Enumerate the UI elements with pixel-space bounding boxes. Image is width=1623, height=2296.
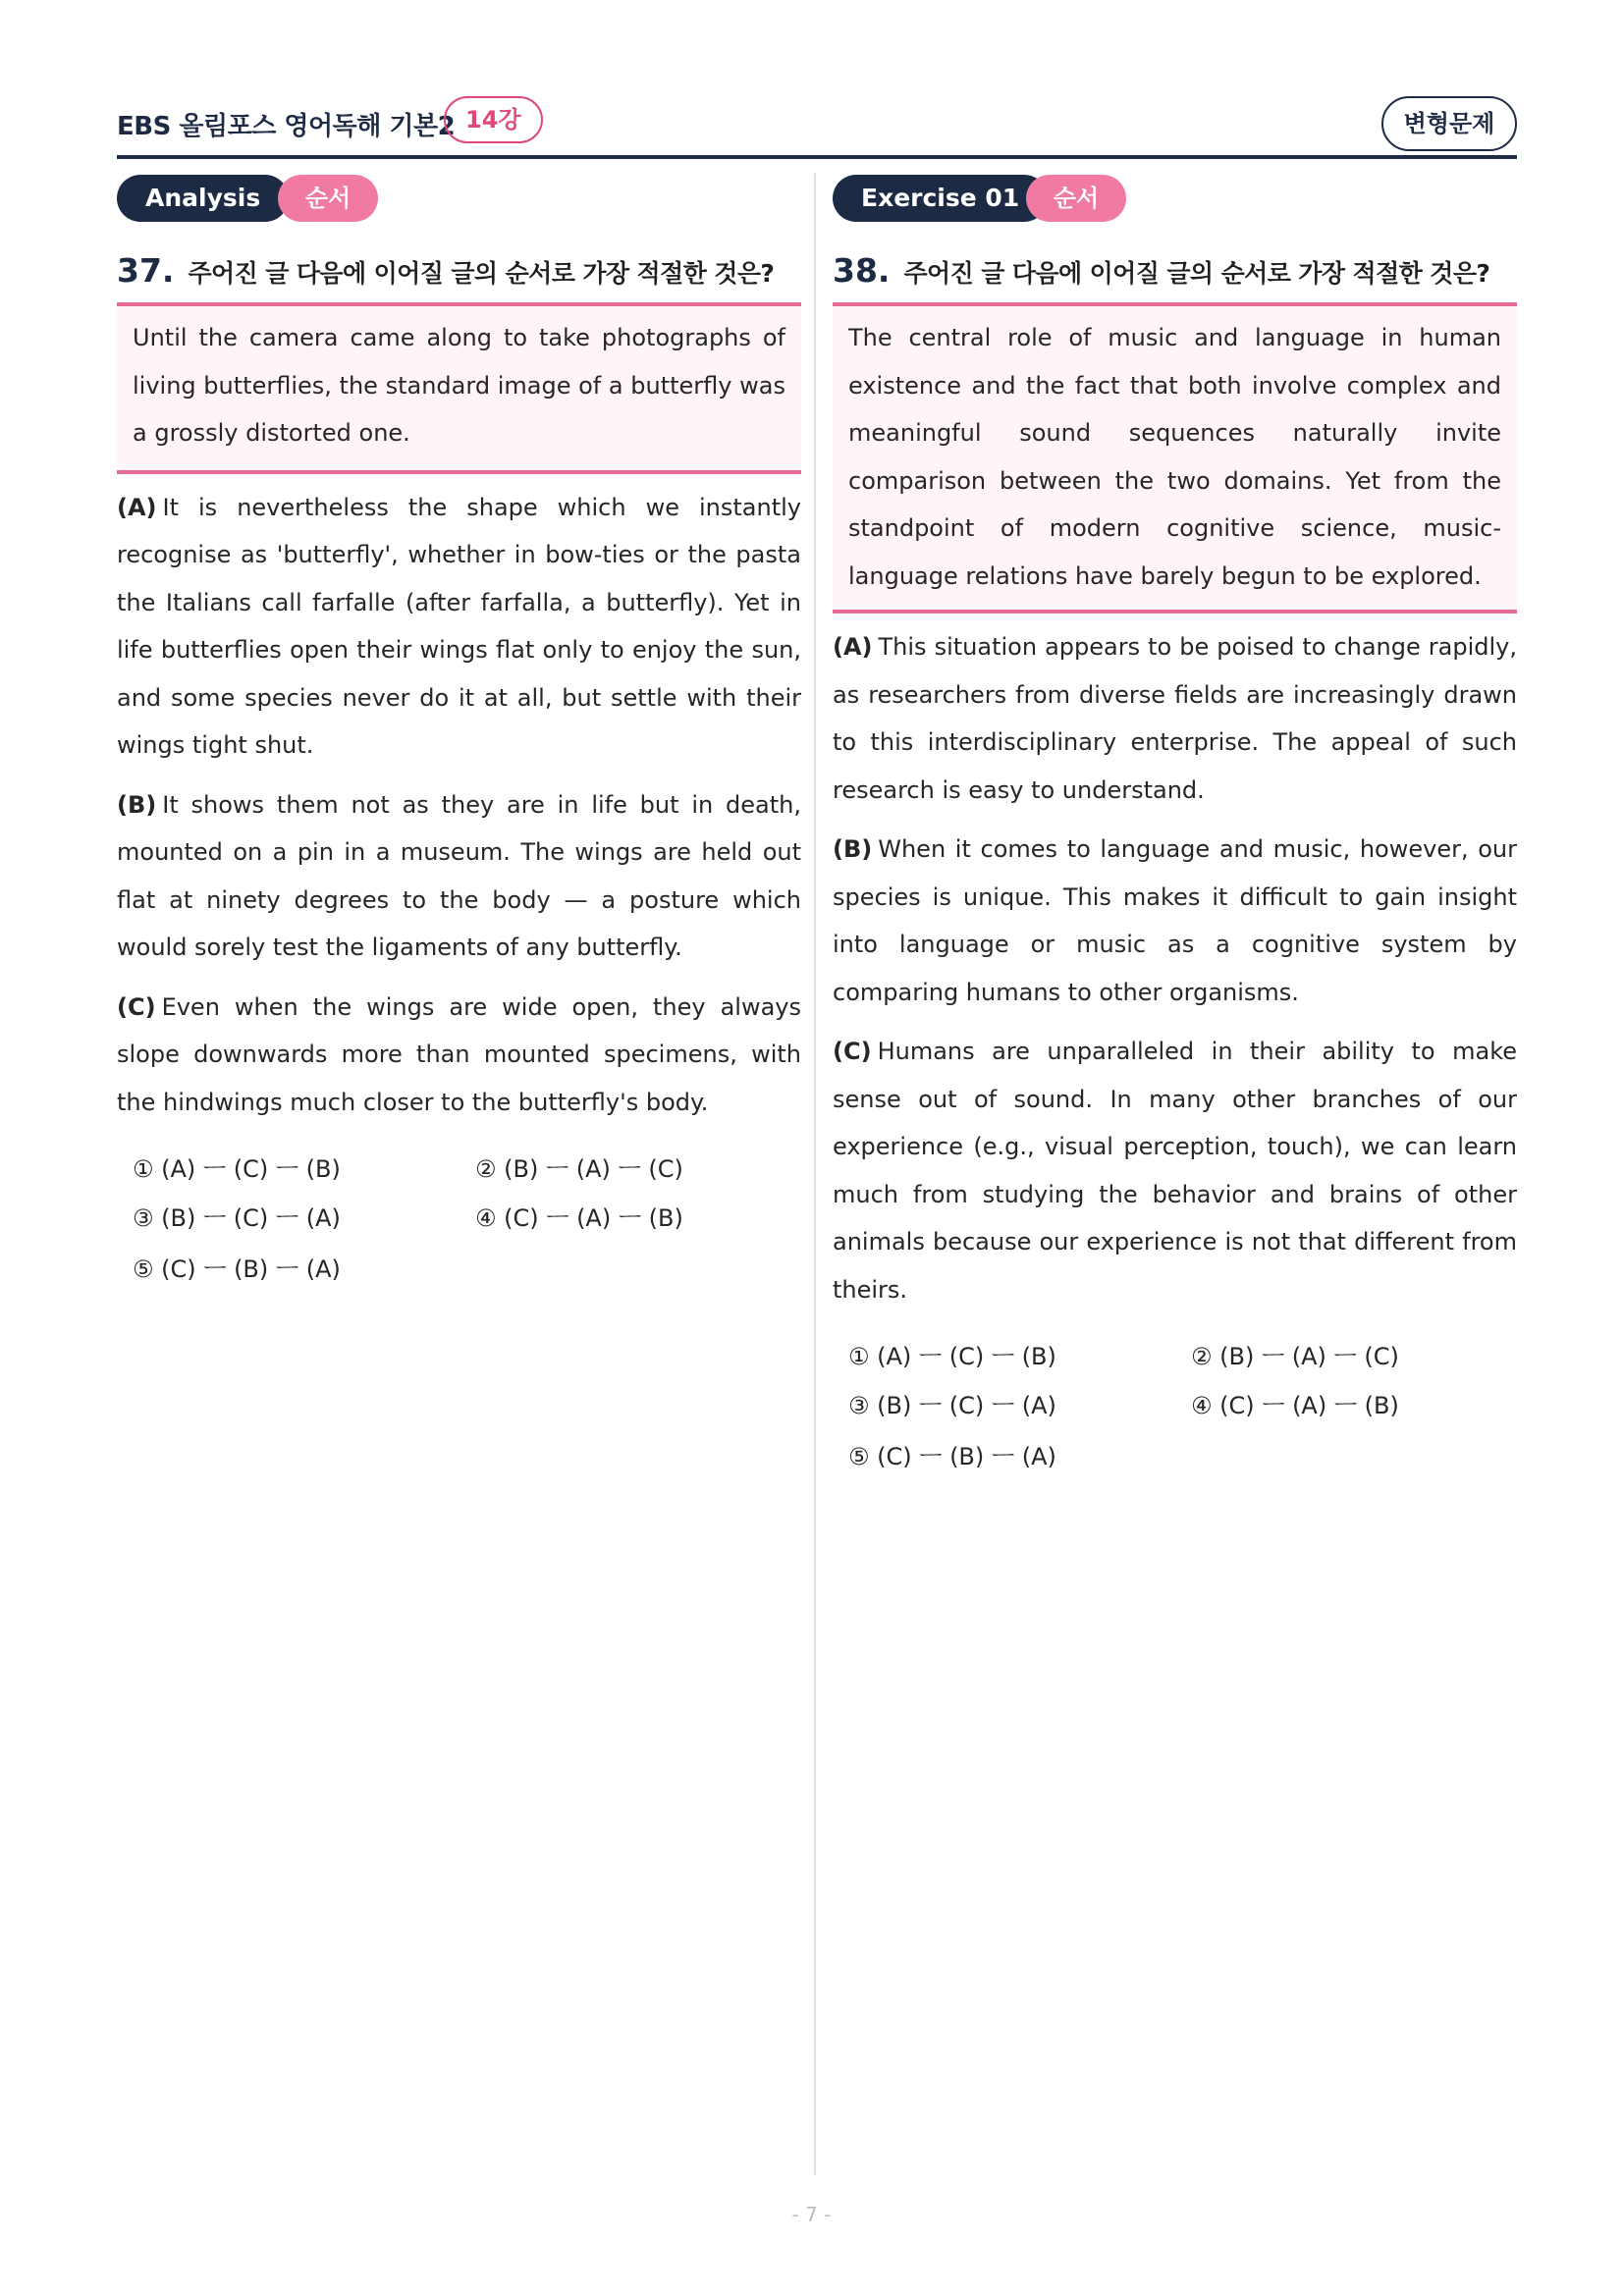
paragraph-label: (A) <box>833 633 873 661</box>
paragraph-text: It shows them not as they are in life but in death, mounted on a pin in a museum. The wings are held out flat at ninety degrees to the body — a posture which would sorely test the ligaments of any butterfly. <box>117 790 801 961</box>
paragraph-c <box>833 1028 1517 1313</box>
paragraph-text: When it comes to language and music, however, our species is unique. This makes it difficult to gain insight into language or music as a cognitive system by comparing humans to other organisms. <box>833 835 1517 1006</box>
paragraph-label: (A) <box>117 493 157 521</box>
paragraph-text: Even when the wings are wide open, they always slope downwards more than mounted specimens, with the hindwings much closer to the butterfly's body. <box>117 992 801 1116</box>
choice-2[interactable]: ② (B) ㅡ (A) ㅡ (C) <box>1191 1343 1399 1370</box>
book-title: EBS 올림포스 영어독해 기본2 <box>117 112 456 141</box>
given-passage: The central role of music and language in human existence and the fact that both involve complex and meaningful sound sequences naturally invite comparison between the two domains. Yet from the standpoint of modern cognitive science, music-language relations have barely begun to be explored. <box>833 306 1517 614</box>
lesson-badge: 14강 <box>444 96 543 143</box>
paragraph-label: (C) <box>833 1038 872 1065</box>
problem-type-badge: 변형문제 <box>1381 96 1517 151</box>
choice-2[interactable]: ② (B) ㅡ (A) ㅡ (C) <box>475 1155 683 1183</box>
paragraph-a <box>117 484 801 770</box>
header-rule <box>117 155 1517 159</box>
choice-4[interactable]: ④ (C) ㅡ (A) ㅡ (B) <box>1191 1392 1399 1419</box>
paragraph-text: It is nevertheless the shape which we instantly recognise as 'butterfly', whether in bow-ties or the pasta the Italians call farfalle (after farfalla, a butterfly). Yet in life butterflies open their wings flat only to enjoy the sun, and some species never do it at all, but settle with their wings tight shut. <box>117 493 801 759</box>
question-text: 주어진 글 다음에 이어질 글의 순서로 가장 적절한 것은? <box>188 259 775 288</box>
paragraph-label: (B) <box>833 835 873 863</box>
choice-1[interactable]: ① (A) ㅡ (C) ㅡ (B) <box>848 1343 1056 1370</box>
paragraph-c <box>117 984 801 1127</box>
paragraph-text: Humans are unparalleled in their ability to make sense out of sound. In many other branches of our experience (e.g., visual perception, touch), we can learn much from studying the behavior and brains of other animals because our experience is not that different from theirs. <box>833 1038 1517 1304</box>
choice-3[interactable]: ③ (B) ㅡ (C) ㅡ (A) <box>133 1204 341 1232</box>
paragraph-b <box>833 826 1517 1016</box>
exercise-tag: Exercise 01 <box>833 175 1048 222</box>
page-header <box>117 96 1517 157</box>
analysis-tag: Analysis <box>117 175 289 222</box>
choice-5[interactable]: ⑤ (C) ㅡ (B) ㅡ (A) <box>848 1443 1056 1470</box>
right-column <box>833 175 1517 1490</box>
answer-choices <box>117 1146 801 1303</box>
choice-4[interactable]: ④ (C) ㅡ (A) ㅡ (B) <box>475 1204 683 1232</box>
paragraph-text: This situation appears to be poised to change rapidly, as researchers from diverse fields are increasingly drawn to this interdisciplinary enterprise. The appeal of such research is easy to understand. <box>833 633 1517 804</box>
paragraph-label: (B) <box>117 790 157 819</box>
choice-1[interactable]: ① (A) ㅡ (C) ㅡ (B) <box>133 1155 341 1183</box>
question-line <box>833 251 1517 291</box>
choice-5[interactable]: ⑤ (C) ㅡ (B) ㅡ (A) <box>133 1255 341 1283</box>
paragraph-b <box>117 781 801 972</box>
page-number: - 7 - <box>791 2203 832 2226</box>
question-number: 37. <box>117 251 175 290</box>
paragraph-label: (C) <box>117 992 156 1021</box>
question-number: 38. <box>833 251 891 290</box>
category-tag: 순서 <box>278 175 378 222</box>
left-column <box>117 175 801 1303</box>
choice-3[interactable]: ③ (B) ㅡ (C) ㅡ (A) <box>848 1392 1056 1419</box>
answer-choices <box>833 1333 1517 1490</box>
given-passage: Until the camera came along to take photographs of living butterflies, the standard image of a butterfly was a grossly distorted one. <box>117 306 801 474</box>
question-text: 주어진 글 다음에 이어질 글의 순서로 가장 적절한 것은? <box>903 259 1490 288</box>
section-tags <box>833 175 1517 222</box>
column-divider <box>814 173 816 2175</box>
question-line <box>117 251 801 291</box>
category-tag: 순서 <box>1026 175 1126 222</box>
paragraph-a <box>833 623 1517 814</box>
section-tags <box>117 175 801 222</box>
